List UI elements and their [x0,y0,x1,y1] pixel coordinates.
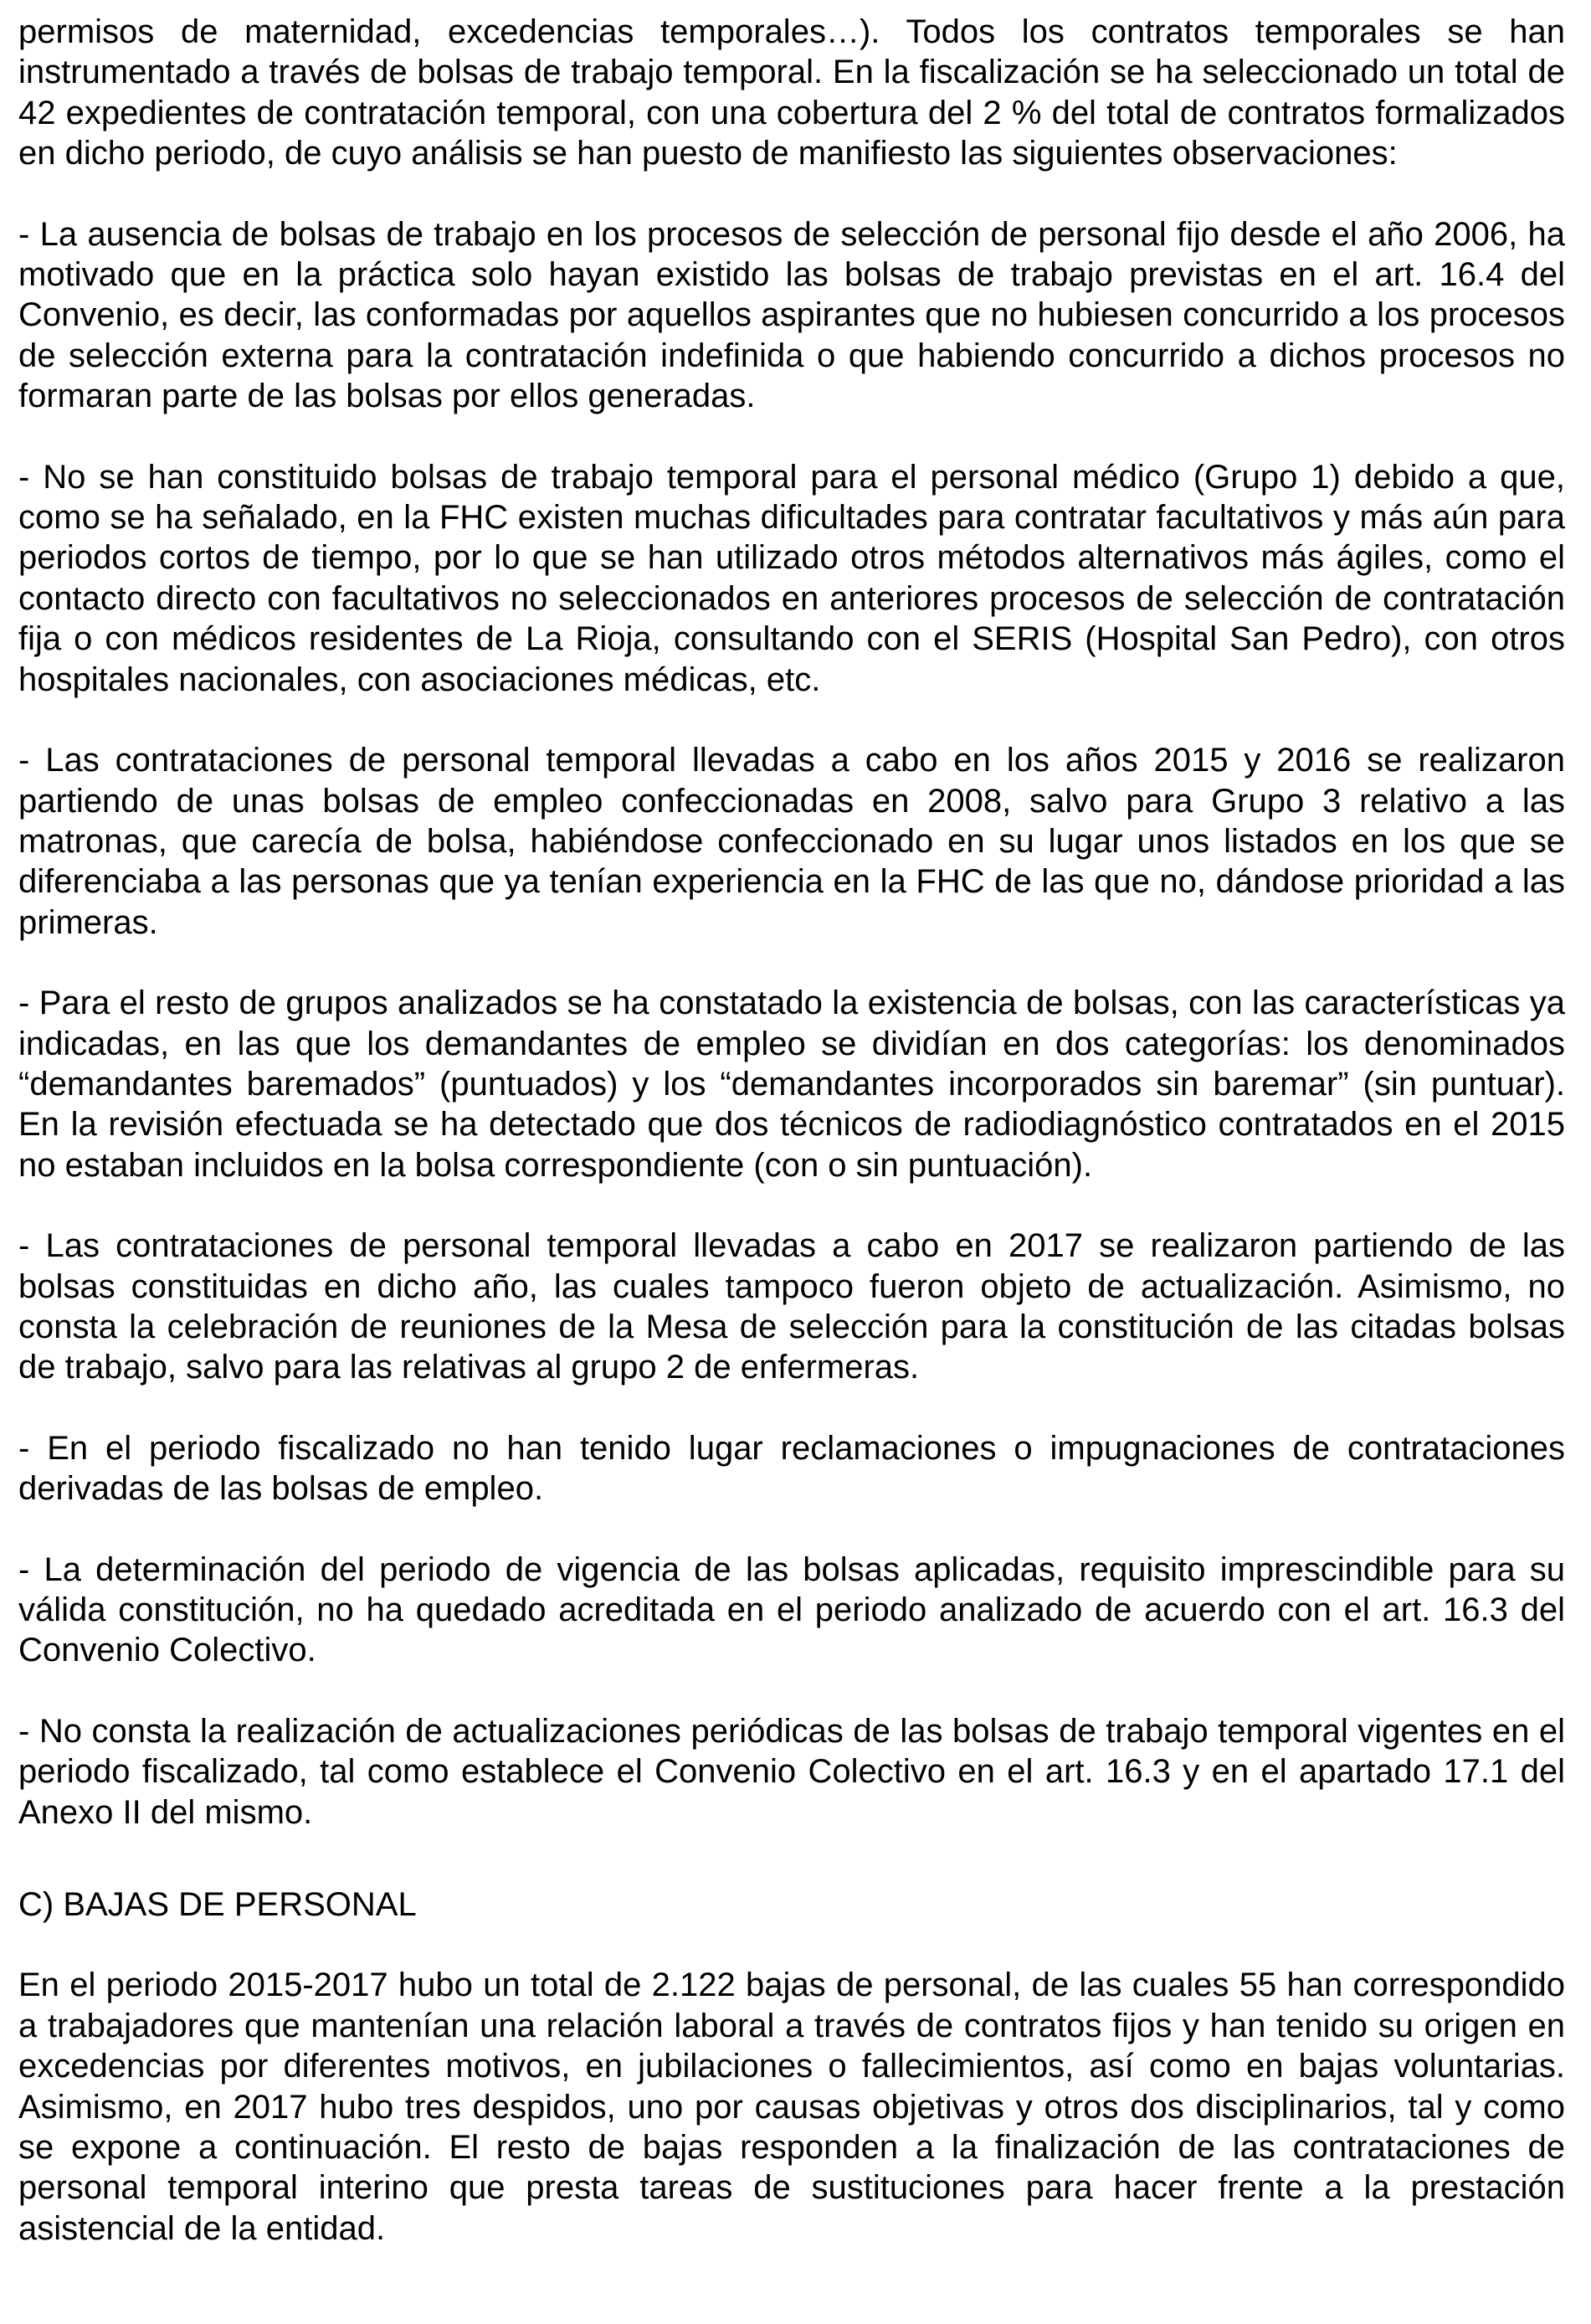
document-page [18,12,1565,2249]
paragraph-actualizaciones-periodicas: - No consta la realización de actualizaciones periódicas de las bolsas de trabajo temporal vigentes en el periodo fiscalizado, tal como establece el Convenio Colectivo en el art. 16.3 y en el apartado 17.1 del Anexo II del mismo. [18,1712,1565,1831]
paragraph-intro-contratos-temporales: permisos de maternidad, excedencias temporales…). Todos los contratos temporales se han instrumentado a través de bolsas de trabajo temporal. En la fiscalización se ha seleccionado un total de 42 expedientes de contratación temporal, con una cobertura del 2 % del total de contratos formalizados en dicho periodo, de cuyo análisis se han puesto de manifiesto las siguientes observaciones: [18,13,1565,172]
section-heading-bajas-personal: C) BAJAS DE PERSONAL [18,1886,417,1924]
paragraph-personal-medico: - No se han constituido bolsas de trabajo temporal para el personal médico (Grupo 1) debido a que, como se ha señalado, en la FHC existen muchas dificultades para contratar facultativos y más aún para periodos cortos de tiempo, por lo que se han utilizado otros métodos alternativos más ágiles, como el contacto directo con facultativos no seleccionados en anteriores procesos de selección de contratación fija o con médicos residentes de La Rioja, consultando con el SERIS (Hospital San Pedro), con otros hospitales nacionales, con asociaciones médicas, etc. [18,458,1565,698]
paragraph-contrataciones-2015-2016: - Las contrataciones de personal temporal llevadas a cabo en los años 2015 y 2016 se realizaron partiendo de unas bolsas de empleo confeccionadas en 2008, salvo para Grupo 3 relativo a las matronas, que carecía de bolsa, habiéndose confeccionado en su lugar unos listados en los que se diferenciaba a las personas que ya tenían experiencia en la FHC de las que no, dándose prioridad a las primeras. [18,742,1565,941]
paragraph-contrataciones-2017: - Las contrataciones de personal temporal llevadas a cabo en 2017 se realizaron partiendo de las bolsas constituidas en dicho año, las cuales tampoco fueron objeto de actualización. Asimismo, no consta la celebración de reuniones de la Mesa de selección para la constitución de las citadas bolsas de trabajo, salvo para las relativas al grupo 2 de enfermeras. [18,1227,1565,1386]
paragraph-reclamaciones: - En el periodo fiscalizado no han tenido lugar reclamaciones o impugnaciones de contrataciones derivadas de las bolsas de empleo. [18,1429,1565,1508]
paragraph-resto-grupos: - Para el resto de grupos analizados se ha constatado la existencia de bolsas, con las características ya indicadas, en las que los demandantes de empleo se dividían en dos categorías: los denominados “demandantes baremados” (puntuados) y los “demandantes incorporados sin baremar” (sin puntuar). En la revisión efectuada se ha detectado que dos técnicos de radiodiagnóstico contratados en el 2015 no estaban incluidos en la bolsa correspondiente (con o sin puntuación). [18,985,1565,1184]
paragraph-periodo-vigencia: - La determinación del periodo de vigencia de las bolsas aplicadas, requisito imprescindible para su válida constitución, no ha quedado acreditada en el periodo analizado de acuerdo con el art. 16.3 del Convenio Colectivo. [18,1550,1565,1669]
paragraph-bajas-2015-2017: En el periodo 2015-2017 hubo un total de 2.122 bajas de personal, de las cuales 55 han correspondido a trabajadores que mantenían una relación laboral a través de contratos fijos y han tenido su origen en excedencias por diferentes motivos, en jubilaciones o fallecimientos, así como en bajas voluntarias. Asimismo, en 2017 hubo tres despidos, uno por causas objetivas y otros dos disciplinarios, tal y como se expone a continuación. El resto de bajas responden a la finalización de las contrataciones de personal temporal interino que presta tareas de sustituciones para hacer frente a la prestación asistencial de la entidad. [18,1967,1565,2247]
paragraph-ausencia-bolsas: - La ausencia de bolsas de trabajo en los procesos de selección de personal fijo desde el año 2006, ha motivado que en la práctica solo hayan existido las bolsas de trabajo previstas en el art. 16.4 del Convenio, es decir, las conformadas por aquellos aspirantes que no hubiesen concurrido a los procesos de selección externa para la contratación indefinida o que habiendo concurrido a dichos procesos no formaran parte de las bolsas por ellos generadas. [18,215,1565,415]
